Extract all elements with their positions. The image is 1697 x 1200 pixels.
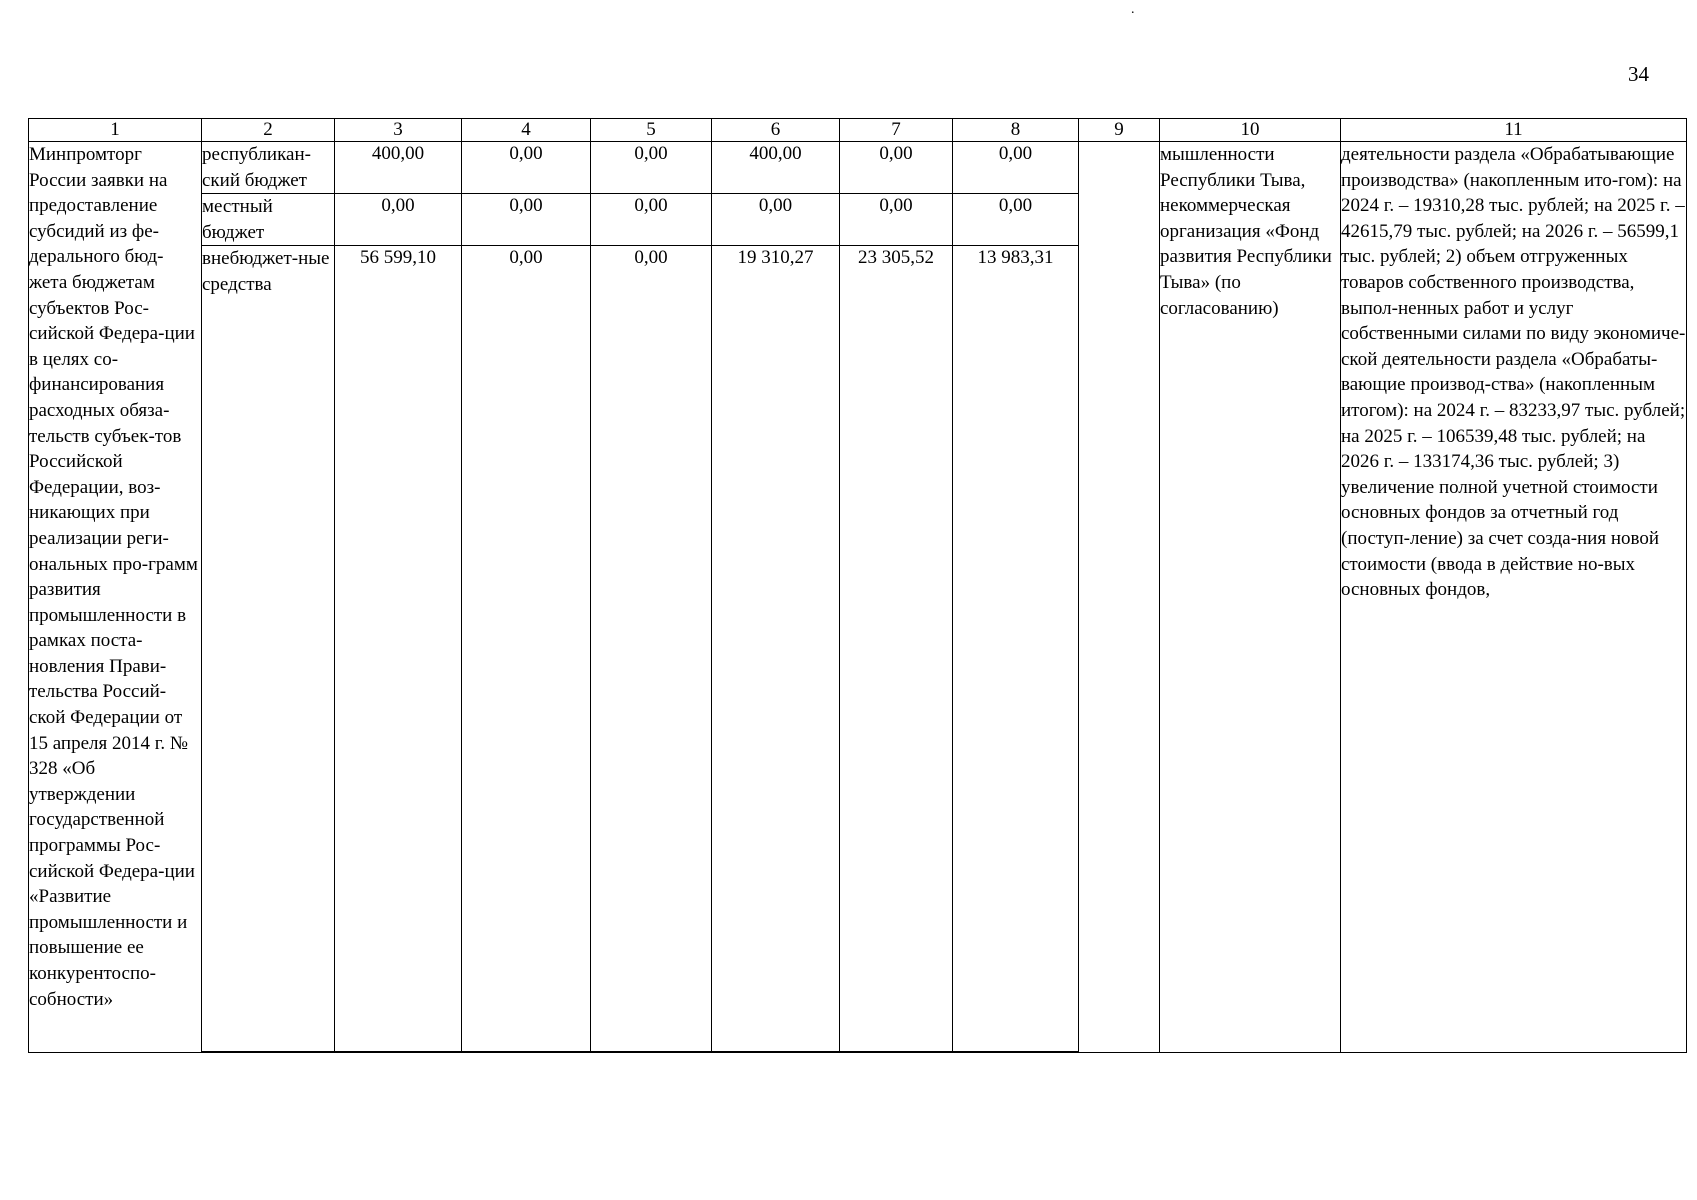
stray-mark: . (1131, 2, 1135, 17)
page-number: 34 (1628, 62, 1649, 86)
header-cell: 4 (462, 119, 591, 142)
value-cell: 0,00 (953, 142, 1079, 194)
header-cell: 8 (953, 119, 1079, 142)
value-cell: 400,00 (335, 142, 462, 194)
value-cell: 0,00 (462, 246, 591, 1052)
value-cell: 0,00 (840, 194, 953, 246)
value-cell: 0,00 (591, 142, 712, 194)
col9-cell (1079, 142, 1160, 1053)
value-cell: 0,00 (953, 194, 1079, 246)
responsible-executors: мышленности Республики Тыва, некоммерческая организация «Фонд развития Республики Тыва» (по согласованию) (1160, 142, 1341, 1053)
header-cell: 2 (202, 119, 335, 142)
empty-cell (335, 1052, 462, 1053)
value-cell: 0,00 (591, 194, 712, 246)
value-cell: 13 983,31 (953, 246, 1079, 1052)
value-cell: 56 599,10 (335, 246, 462, 1052)
empty-cell (591, 1052, 712, 1053)
value-cell: 19 310,27 (712, 246, 840, 1052)
empty-cell (953, 1052, 1079, 1053)
header-cell: 7 (840, 119, 953, 142)
value-cell: 0,00 (712, 194, 840, 246)
value-cell: 23 305,52 (840, 246, 953, 1052)
value-cell: 0,00 (462, 142, 591, 194)
header-row (29, 119, 1687, 142)
funding-source: республикан-ский бюджет (202, 142, 335, 194)
header-cell: 11 (1341, 119, 1687, 142)
empty-cell (202, 1052, 335, 1053)
funding-source: внебюджет-ные средства (202, 246, 335, 1052)
value-cell: 400,00 (712, 142, 840, 194)
measure-description: Минпромторг России заявки на предоставление субсидий из фе-дерального бюд-жета бюджетам субъектов Рос-сийской Федера-ции в целях со-финансирования расходных обяза-тельств субъек-тов Российской Федерации, воз-никающих при реализации реги-ональных про-грамм развития промышленности в рамках поста-новления Прави-тельства Россий-ской Федерации от 15 апреля 2014 г. № 328 «Об утверждении государственной программы Рос-сийской Федера-ции «Развитие промышленности и повышение ее конкурентоспо-собности» (29, 142, 202, 1053)
header-cell: 10 (1160, 119, 1341, 142)
value-cell: 0,00 (840, 142, 953, 194)
header-cell: 6 (712, 119, 840, 142)
header-cell: 3 (335, 119, 462, 142)
header-cell: 9 (1079, 119, 1160, 142)
value-cell: 0,00 (462, 194, 591, 246)
empty-cell (462, 1052, 591, 1053)
header-cell: 1 (29, 119, 202, 142)
header-cell: 5 (591, 119, 712, 142)
table-row (29, 142, 1687, 194)
budget-table (28, 118, 1687, 1053)
empty-cell (840, 1052, 953, 1053)
target-indicators: деятельности раздела «Обрабатывающие производства» (накопленным ито-гом): на 2024 г. – 19310,28 тыс. рублей; на 2025 г. – 42615,79 тыс. рублей; на 2026 г. – 56599,1 тыс. рублей; 2) объем отгруженных товаров собственного производства, выпол-ненных работ и услуг собственными силами по виду экономиче-ской деятельности раздела «Обрабаты-вающие производ-ства» (накопленным итогом): на 2024 г. – 83233,97 тыс. рублей; на 2025 г. – 106539,48 тыс. рублей; на 2026 г. – 133174,36 тыс. рублей; 3) увеличение полной учетной стоимости основных фондов за отчетный год (поступ-ление) за счет созда-ния новой стоимости (ввода в действие но-вых основных фондов, (1341, 142, 1687, 1053)
empty-cell (712, 1052, 840, 1053)
value-cell: 0,00 (591, 246, 712, 1052)
value-cell: 0,00 (335, 194, 462, 246)
funding-source: местный бюджет (202, 194, 335, 246)
